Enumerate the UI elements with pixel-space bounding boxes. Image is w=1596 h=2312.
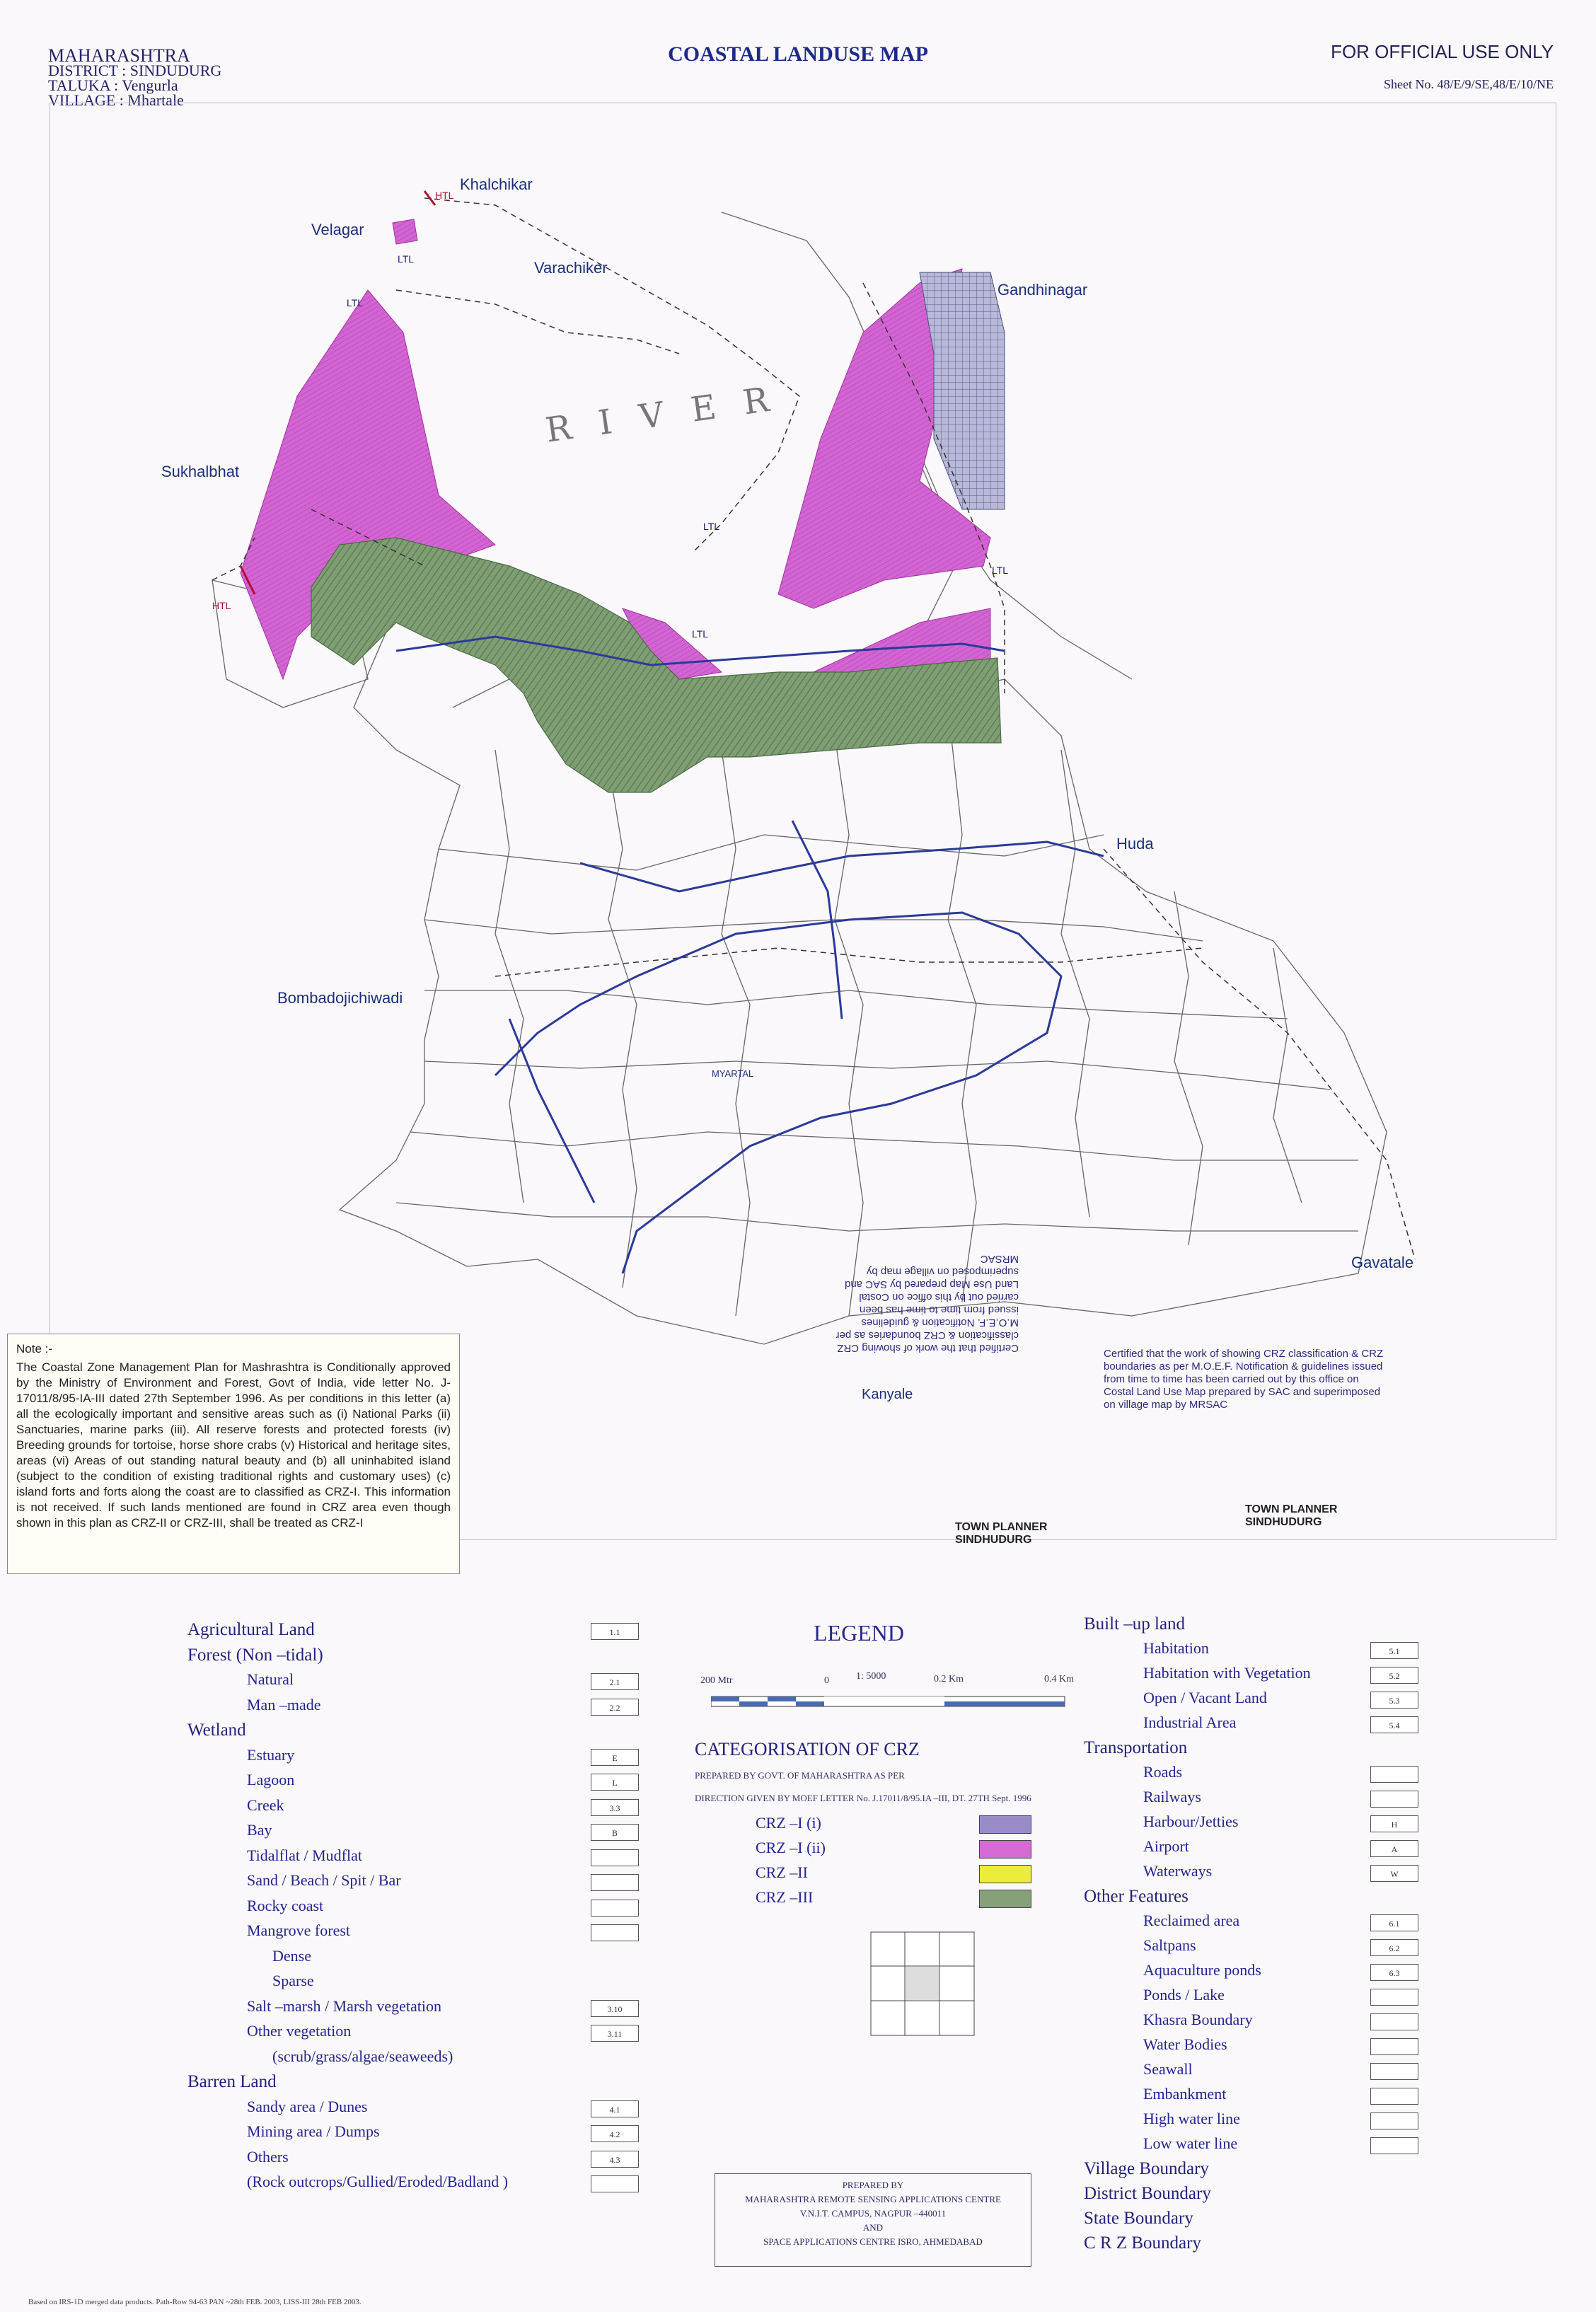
legend-label: Industrial Area <box>1143 1713 1237 1731</box>
legend-label: Habitation <box>1143 1639 1209 1657</box>
village-label-gandhinagar: Gandhinagar <box>998 281 1088 299</box>
legend-label: C R Z Boundary <box>1084 2233 1201 2253</box>
legend-swatch <box>1370 1766 1418 1783</box>
legend-label: Forest (Non –tidal) <box>187 1645 323 1665</box>
village-label-khalchikar: Khalchikar <box>460 175 533 193</box>
legend-label: Embankment <box>1143 2085 1227 2103</box>
legend-title: LEGEND <box>814 1620 904 1646</box>
legend-row <box>1084 2011 1438 2035</box>
legend-swatch <box>1370 1989 1418 2006</box>
legend-label: Roads <box>1143 1763 1182 1781</box>
legend-label: Railways <box>1143 1788 1201 1805</box>
legend-swatch: 4.2 <box>591 2125 639 2142</box>
crz-row <box>756 1814 1039 1835</box>
village-label-myartal: MYARTAL <box>712 1068 754 1079</box>
legend-label: Lagoon <box>247 1771 295 1788</box>
legend-label: Khasra Boundary <box>1143 2011 1253 2028</box>
legend-label: Tidalflat / Mudflat <box>247 1846 362 1864</box>
legend-row <box>187 1997 683 2023</box>
legend-swatch: 5.2 <box>1370 1667 1418 1684</box>
legend-swatch <box>1370 2063 1418 2080</box>
legend-row <box>1084 2209 1438 2233</box>
legend-swatch: A <box>1370 1840 1418 1857</box>
ltl-marker-2: LTL <box>703 521 720 532</box>
legend-swatch: 2.2 <box>591 1699 639 1716</box>
legend-label: Creek <box>247 1796 284 1814</box>
legend-label: Natural <box>247 1670 294 1688</box>
village-label-gavatale: Gavatale <box>1351 1254 1414 1271</box>
legend-label: Salt –marsh / Marsh vegetation <box>247 1996 441 2015</box>
legend-swatch: 5.3 <box>1370 1692 1418 1709</box>
note-body: The Coastal Zone Management Plan for Mashrashtra is Conditionally approved by the Ministry of Environment and Forest, Govt of India, vide letter No. J-17011/8/95-IA-III dated 27th September 1996. As per conditions in this letter (a) all the ecologically important and sensitive areas such as (i) National Parks (ii) Sanctuaries, marine parks (iii). All reserve forests and protected forests (iv) Breeding grounds for tortoise, horse shore crabs (v) Historical and heritage sites, areas (vi) Areas of out standing natural beauty and (b) all uninhabited island (subject to the condition of existing traditional rights and customary uses) (c) island forts and forts along the coast are to classified as CRZ-I. This information is not received. If such lands mentioned are found in CRZ area even though shown in this plan as CRZ-II or CRZ-III, shall be treated as CRZ-I <box>16 1360 451 1530</box>
legend-label: Wetland <box>187 1721 246 1740</box>
legend-row <box>187 1947 683 1972</box>
crz1ii-area-north <box>393 219 417 244</box>
legend-swatch <box>1370 2088 1418 2105</box>
scale-zero-label: 0 <box>824 1675 829 1686</box>
legend-label: Rocky coast <box>247 1896 324 1914</box>
prepared-l2: MAHARASHTRA REMOTE SENSING APPLICATIONS CENTRE <box>745 2194 1001 2204</box>
legend-label: High water line <box>1143 2110 1240 2127</box>
legend-row <box>187 1972 683 1997</box>
signatory-left: TOWN PLANNER SINDHUDURG <box>955 1521 1048 1546</box>
legend-label: Agricultural Land <box>187 1620 315 1639</box>
prepared-l1: PREPARED BY <box>842 2180 904 2190</box>
ltl-marker-1: LTL <box>398 253 415 265</box>
legend-swatch: 6.1 <box>1370 1914 1418 1931</box>
legend-row <box>187 1696 683 1721</box>
legend-row <box>1084 1887 1438 1912</box>
legend-row <box>1084 1837 1438 1862</box>
crz-row <box>756 1863 1039 1885</box>
legend-label: State Boundary <box>1084 2209 1193 2228</box>
legend-row <box>1084 2134 1438 2159</box>
legend-label: Mangrove forest <box>247 1921 351 1939</box>
crz-title: CATEGORISATION OF CRZ <box>695 1739 920 1759</box>
htl-marker-north: HTL <box>435 190 454 201</box>
legend-row <box>187 1871 683 1897</box>
scale-bar <box>711 1692 1079 1711</box>
village-label-kanyale: Kanyale <box>862 1387 913 1402</box>
legend-swatch: 3.11 <box>591 2025 639 2042</box>
legend-row <box>187 1897 683 1922</box>
legend-label: Transportation <box>1084 1738 1188 1757</box>
legend-row <box>1084 1912 1438 1936</box>
legend-swatch: 1.1 <box>591 1623 639 1640</box>
legend-label: Reclaimed area <box>1143 1912 1240 1929</box>
scale-left-label: 200 Mtr <box>700 1675 733 1686</box>
prepared-l3: V.N.I.T. CAMPUS, NAGPUR –440011 <box>799 2208 947 2219</box>
legend-label: Water Bodies <box>1143 2035 1227 2053</box>
legend-row <box>187 1746 683 1771</box>
legend-swatch: 3.10 <box>591 2000 639 2017</box>
ltl-marker-5: LTL <box>347 297 364 308</box>
taluka-name: TALUKA : Vengurla <box>48 76 178 94</box>
certification-right: Certified that the work of showing CRZ classification & CRZ boundaries as per M.O.E.F. Notification & guidelines issued from time to time has been carried out by this office on Costal Land Use Map prepared by SAC and superimposed on village map by MRSAC <box>1104 1348 1384 1411</box>
village-label-sukhalbhat: Sukhalbhat <box>161 463 240 480</box>
legend-label: Built –up land <box>1084 1614 1186 1634</box>
scale-mid-label: 0.2 Km <box>934 1674 964 1684</box>
legend-swatch <box>1370 2112 1418 2129</box>
legend-label: Sandy area / Dunes <box>247 2097 368 2115</box>
legend-label: Low water line <box>1143 2134 1238 2152</box>
legend-row <box>187 1670 683 1696</box>
htl-marker-west: HTL <box>212 600 231 611</box>
legend-label: (Rock outcrops/Gullied/Eroded/Badland ) <box>247 2173 509 2190</box>
crz-label: CRZ –I (i) <box>756 1814 821 1832</box>
legend-label: Sand / Beach / Spit / Bar <box>247 1871 401 1889</box>
crz-swatch <box>979 1890 1031 1908</box>
legend-row <box>1084 1664 1438 1689</box>
legend-label: Other vegetation <box>247 2022 352 2040</box>
legend-label: Habitation with Vegetation <box>1143 1664 1311 1682</box>
legend-row <box>1084 2085 1438 2110</box>
legend-label: Other Features <box>1084 1887 1189 1906</box>
legend-label: Harbour/Jetties <box>1143 1813 1239 1830</box>
legend-label: Aquaculture ponds <box>1143 1961 1261 1979</box>
state-name: MAHARASHTRA <box>48 45 190 66</box>
legend-label: Man –made <box>247 1695 321 1713</box>
legend-swatch: 4.1 <box>591 2100 639 2117</box>
legend-row <box>1084 2060 1438 2085</box>
legend-swatch: 2.1 <box>591 1673 639 1690</box>
legend-swatch: 4.3 <box>591 2151 639 2168</box>
legend-row <box>1084 1788 1438 1813</box>
legend-row <box>1084 2159 1438 2184</box>
legend-label: Mining area / Dumps <box>247 2122 380 2140</box>
legend-label: Saltpans <box>1143 1936 1196 1954</box>
note-heading: Note :- <box>16 1342 53 1356</box>
legend-swatch <box>591 1924 639 1941</box>
village-label-velagar: Velagar <box>311 221 364 238</box>
legend-row <box>1084 1862 1438 1887</box>
legend-label: Barren Land <box>187 2072 277 2091</box>
village-label-huda: Huda <box>1116 835 1154 852</box>
legend-row <box>187 2072 683 2098</box>
legend-swatch <box>591 1874 639 1891</box>
legend-label: Waterways <box>1143 1862 1213 1880</box>
legend-row <box>1084 2233 1438 2258</box>
crz-label: CRZ –II <box>756 1863 808 1881</box>
crz-line1: PREPARED BY GOVT. OF MAHARASHTRA AS PER <box>695 1770 905 1781</box>
legend-row <box>187 2173 683 2198</box>
village-label-varachiker: Varachiker <box>534 259 608 277</box>
note-box <box>7 1334 460 1574</box>
crz-swatch <box>979 1865 1031 1883</box>
legend-swatch: 5.4 <box>1370 1716 1418 1733</box>
legend-swatch <box>591 1849 639 1866</box>
legend-row <box>187 1771 683 1796</box>
legend-label: Bay <box>247 1821 272 1839</box>
legend-swatch <box>1370 2013 1418 2030</box>
legend-swatch <box>1370 1791 1418 1808</box>
crz-row <box>756 1839 1039 1860</box>
village-label-bombadojichiwadi: Bombadojichiwadi <box>277 989 403 1007</box>
legend-row <box>1084 1763 1438 1788</box>
prepared-l5: SPACE APPLICATIONS CENTRE ISRO, AHMEDABAD <box>763 2236 983 2247</box>
legend-row <box>187 2148 683 2173</box>
ltl-marker-3: LTL <box>992 565 1009 576</box>
legend-row <box>187 1821 683 1846</box>
legend-row <box>187 2122 683 2148</box>
legend-row <box>187 1646 683 1671</box>
legend-row <box>1084 2035 1438 2060</box>
legend-row <box>1084 1961 1438 1986</box>
legend-swatch <box>591 1900 639 1917</box>
legend-label: Others <box>247 2147 289 2166</box>
legend-swatch: B <box>591 1824 639 1841</box>
certification-inverted: Certified that the work of showing CRZ classification & CRZ boundaries as per M.O.E.F. Notification & guidelines issued from time to time has been carried out by this office on Costal Land Use Map prepared by SAC and superimposed on village map by MRSAC <box>835 1253 1019 1354</box>
legend-swatch: H <box>1370 1815 1418 1832</box>
prepared-l4: AND <box>862 2222 884 2233</box>
legend-swatch: W <box>1370 1865 1418 1882</box>
legend-row <box>187 1796 683 1822</box>
legend-label: Estuary <box>247 1745 295 1764</box>
footer-note: Based on IRS-1D merged data products. Path-Row 94-63 PAN ~28th FEB. 2003, LISS-III 28th FEB 2003. <box>28 2298 362 2306</box>
crz-swatch <box>979 1840 1031 1859</box>
signatory-right: TOWN PLANNER SINDHUDURG <box>1245 1503 1338 1528</box>
crz-label: CRZ –I (ii) <box>756 1839 826 1856</box>
legend-row <box>1084 1689 1438 1713</box>
legend-swatch: 6.3 <box>1370 1964 1418 1981</box>
legend-row <box>1084 2110 1438 2134</box>
crz-row <box>756 1888 1039 1909</box>
river-label: R I V E R <box>543 378 780 451</box>
legend-label: District Boundary <box>1084 2184 1211 2203</box>
legend-row <box>1084 1936 1438 1961</box>
legend-row <box>187 1721 683 1746</box>
legend-row <box>187 2022 683 2047</box>
district-name: DISTRICT : SINDUDURG <box>48 62 222 79</box>
legend-row <box>1084 1639 1438 1664</box>
map-title: COASTAL LANDUSE MAP <box>668 42 928 66</box>
crz-label: CRZ –III <box>756 1888 814 1906</box>
legend-row <box>187 1921 683 1947</box>
legend-swatch: E <box>591 1749 639 1766</box>
legend-swatch: L <box>591 1774 639 1791</box>
legend-row <box>1084 2184 1438 2209</box>
ltl-marker-4: LTL <box>692 628 709 640</box>
sheet-key-diagram <box>870 1931 976 2038</box>
legend-row <box>1084 1986 1438 2011</box>
legend-swatch <box>1370 2038 1418 2055</box>
legend-swatch: 3.3 <box>591 1799 639 1816</box>
scale-right-label: 0.4 Km <box>1044 1674 1074 1684</box>
legend-row <box>187 2098 683 2123</box>
legend-row <box>1084 1738 1438 1763</box>
legend-swatch: 6.2 <box>1370 1939 1418 1956</box>
legend-label: Sparse <box>272 1972 314 1989</box>
legend-row <box>1084 1713 1438 1738</box>
legend-label: Seawall <box>1143 2060 1193 2078</box>
legend-row <box>1084 1813 1438 1837</box>
legend-row <box>1084 1614 1438 1639</box>
legend-label: Ponds / Lake <box>1143 1986 1225 2004</box>
legend-label: (scrub/grass/algae/seaweeds) <box>272 2047 453 2065</box>
scale-ratio: 1: 5000 <box>856 1671 886 1682</box>
legend-label: Open / Vacant Land <box>1143 1689 1267 1706</box>
legend-swatch: 5.1 <box>1370 1642 1418 1659</box>
crz-line2: DIRECTION GIVEN BY MOEF LETTER No. J.17011/8/95.IA –III, DT. 27TH Sept. 1996 <box>695 1793 1031 1803</box>
sheet-number: Sheet No. 48/E/9/SE,48/E/10/NE <box>1384 77 1554 91</box>
crz-swatch <box>979 1815 1031 1834</box>
village-name: VILLAGE : Mhartale <box>48 91 184 109</box>
legend-row <box>187 2047 683 2073</box>
legend-label: Airport <box>1143 1837 1189 1855</box>
legend-row <box>187 1846 683 1872</box>
legend-label: Dense <box>272 1946 311 1965</box>
legend-swatch <box>591 2175 639 2192</box>
prepared-by-box <box>715 2173 1031 2267</box>
legend-swatch <box>1370 2137 1418 2154</box>
official-use-label: FOR OFFICIAL USE ONLY <box>1331 41 1554 62</box>
legend-row <box>187 1620 683 1646</box>
legend-label: Village Boundary <box>1084 2159 1209 2178</box>
